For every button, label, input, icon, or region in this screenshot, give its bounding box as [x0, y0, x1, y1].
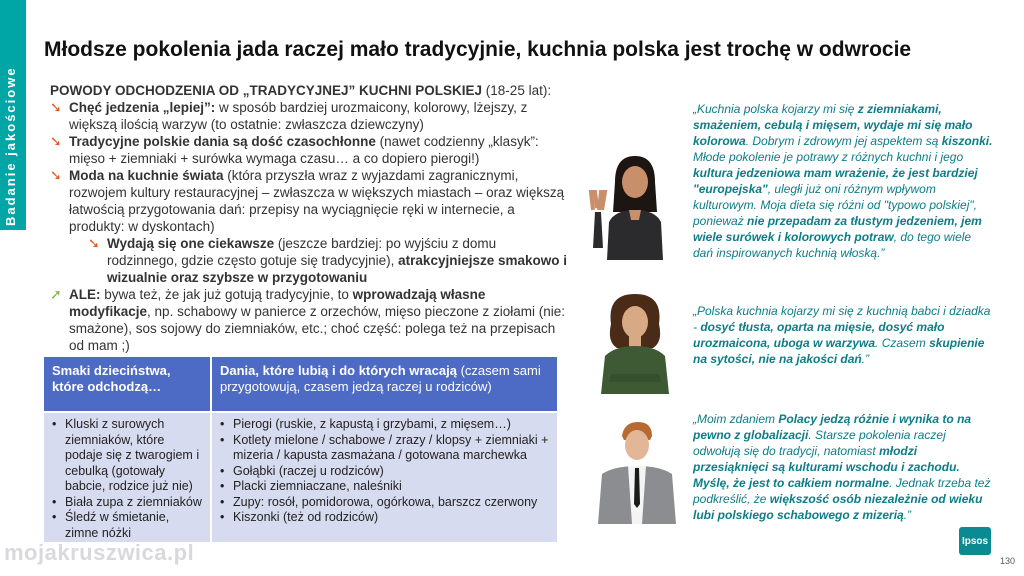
quote-text: „Moim zdaniem: [693, 412, 779, 426]
quote-3: [693, 411, 993, 523]
quote-highlight: dosyć tłusta, oparta na mięsie, dosyć mało urozmaicona, uboga w warzywa: [693, 320, 945, 350]
table-header-childhood: [44, 357, 210, 411]
list-item: • Kiszonki (też od rodziców): [220, 510, 549, 526]
list-item: • Kluski z surowych ziemniaków, które podaje się z twarogiem i cebulką (gotowały babcie, rodzice już nie): [52, 417, 202, 495]
site-watermark: mojakruszwica.pl: [4, 540, 195, 565]
list-item: • Kotlety mielone / schabowe / zrazy / klopsy + ziemniaki + mizeria / kapusta zasmażana / gotowana marchewka: [220, 433, 549, 464]
portrait-young-woman-2: [589, 290, 681, 394]
quote-text: „Kuchnia polska kojarzy mi się: [693, 102, 858, 116]
list-item: • Placki ziemniaczane, naleśniki: [220, 479, 549, 495]
quote-text: , uległi już oni różnym wpływom kulturowym. Moja dieta się różni od "typowo polskiej", ponieważ: [693, 182, 977, 228]
reason-subitem: [88, 235, 570, 286]
reason-text: (która przyszła wraz z wyjazdami zagranicznymi, rozwojem kultury restauracyjnej – zwłaszcza w większych miastach – oraz większą łatwością przygotowania dań: przepisy na wyciągnięcie ręki w internecie, a produkty: w dyskontach): [69, 168, 565, 234]
quote-1: [693, 101, 993, 261]
dishes-table: [44, 357, 557, 542]
reason-bold: Tradycyjne polskie dania są dość czasochłonne: [69, 134, 376, 149]
table-cell-favourites: [212, 413, 557, 542]
quote-text: „Polska kuchnia kojarzy mi się z kuchnią babci i dziadka -: [693, 304, 991, 334]
reason-bold-2: wprowadzają własne modyfikacje: [69, 287, 486, 319]
quote-text: .”: [903, 508, 912, 522]
list-item: • Śledź w śmietanie, zimne nóżki: [52, 510, 202, 541]
list-item: • Pierogi (ruskie, z kapustą i grzybami, z mięsem…): [220, 417, 549, 433]
reason-bold-2: atrakcyjniejsze smakowo i wizualnie oraz szybsze w przygotowaniu: [107, 253, 568, 285]
ipsos-logo: [959, 527, 991, 555]
reasons-heading: [50, 82, 570, 99]
table-header-note: (czasem sami przygotowują, czasem jedzą raczej u rodziców): [220, 363, 541, 394]
table-header-text: Smaki dzieciństwa, które odchodzą…: [52, 363, 171, 394]
list-item: • Gołąbki (raczej u rodziców): [220, 464, 549, 480]
logo-text: Ipsos: [961, 536, 989, 547]
favourites-list: [220, 417, 549, 526]
quote-text: . Dobrym i zdrowym jej aspektem są: [745, 134, 942, 148]
quote-text: , do tego wiele dań inspirowanych kuchnią włoską.”: [693, 230, 972, 260]
quote-text: . Czasem: [875, 336, 930, 350]
reason-bold: Wydają się one ciekawsze: [107, 236, 275, 251]
quote-text: . Starsze pokolenia raczej odwołują się do tradycji, natomiast: [693, 428, 946, 458]
portrait-young-man: [588, 418, 684, 524]
reason-text: bywa też, że jak już gotują tradycyjnie, to: [100, 287, 353, 302]
reason-text: (jeszcze bardziej: po wyjściu z domu rodzinnego, gdzie często gotuje się tradycyjnie),: [107, 236, 497, 268]
portrait-young-woman-1: [585, 152, 681, 260]
sidebar-accent-bar: [0, 0, 26, 230]
reasons-section: [50, 82, 570, 354]
quote-highlight: nie przepadam za tłustym jedzeniem, jem wiele surówek i kolorowych potraw: [693, 214, 982, 244]
childhood-list: [52, 417, 202, 541]
sidebar-label: Badanie jakościowe: [3, 66, 18, 226]
arrow-down-right-icon: ➘: [50, 167, 62, 183]
reason-bold: ALE:: [69, 287, 101, 302]
quote-text: . Jednak trzeba też podkreślić, że: [693, 476, 991, 506]
arrow-down-right-icon: ➘: [50, 99, 62, 115]
quote-2: [693, 303, 993, 367]
quote-highlight: większość osób niezależnie od wieku lubi polskiego schabowego z mizerią: [693, 492, 983, 522]
reason-item: [50, 167, 570, 235]
reason-text: w sposób bardziej urozmaicony, kolorowy, lżejszy, z większą ilością warzyw (to ostatnie: zwłaszcza dziewczyny): [69, 100, 528, 132]
quote-text: Młode pokolenie je potrawy z różnych kuchni i jego: [693, 150, 964, 164]
reason-item: [50, 133, 570, 167]
quote-highlight: młodzi przesiąknięci są kulturami wschodu i zachodu. Myślę, że jest to całkiem normalne: [693, 444, 960, 490]
quote-highlight: skupienie na sytości, nie na jakości dań: [693, 336, 985, 366]
quote-highlight: Polacy jedzą różnie i wynika to na pewno z globalizacji: [693, 412, 972, 442]
list-item: • Zupy: rosół, pomidorowa, ogórkowa, barszcz czerwony: [220, 495, 549, 511]
reasons-heading-note: (18-25 lat):: [482, 83, 552, 98]
quote-highlight: kultura jedzeniowa mam wrażenie, że jest bardziej "europejska": [693, 166, 978, 196]
arrow-up-right-icon: ➚: [50, 286, 62, 302]
reason-item: [50, 99, 570, 133]
table-header-favourites: [212, 357, 557, 411]
list-item: • Biała zupa z ziemniaków: [52, 495, 202, 511]
reason-bold: Chęć jedzenia „lepiej”:: [69, 100, 216, 115]
reasons-heading-text: POWODY ODCHODZENIA OD „TRADYCYJNEJ” KUCHNI POLSKIEJ: [50, 83, 483, 98]
table-header-text: Dania, które lubią i do których wracają: [220, 363, 457, 378]
quote-text: .”: [861, 352, 870, 366]
page-number: 130: [1000, 556, 1016, 566]
arrow-down-right-icon: ➘: [88, 235, 100, 251]
reason-text: (nawet codzienny „klasyk”: mięso + ziemniaki + surówka wymaga czasu… a co dopiero pierogi!): [69, 134, 539, 166]
reason-text-2: , np. schabowy w panierce z orzechów, mięso pieczone z ziołami (nie: smażone), sos sojowy do ziemniaków, etc.; choć część: polega też na przepisach od mam ;): [69, 304, 565, 353]
sidebar: [0, 0, 26, 576]
quote-highlight: kiszonki.: [941, 134, 993, 148]
slide-title: Młodsze pokolenia jada raczej mało tradycyjnie, kuchnia polska jest trochę w odwrocie: [44, 38, 912, 61]
reason-bold: Moda na kuchnie świata: [69, 168, 224, 183]
table-cell-childhood: [44, 413, 210, 542]
quote-highlight: z ziemniakami, smażeniem, cebulą i mięsem, wydaje mi się mało kolorowa: [693, 102, 973, 148]
reason-item: [50, 286, 570, 354]
arrow-down-right-icon: ➘: [50, 133, 62, 149]
